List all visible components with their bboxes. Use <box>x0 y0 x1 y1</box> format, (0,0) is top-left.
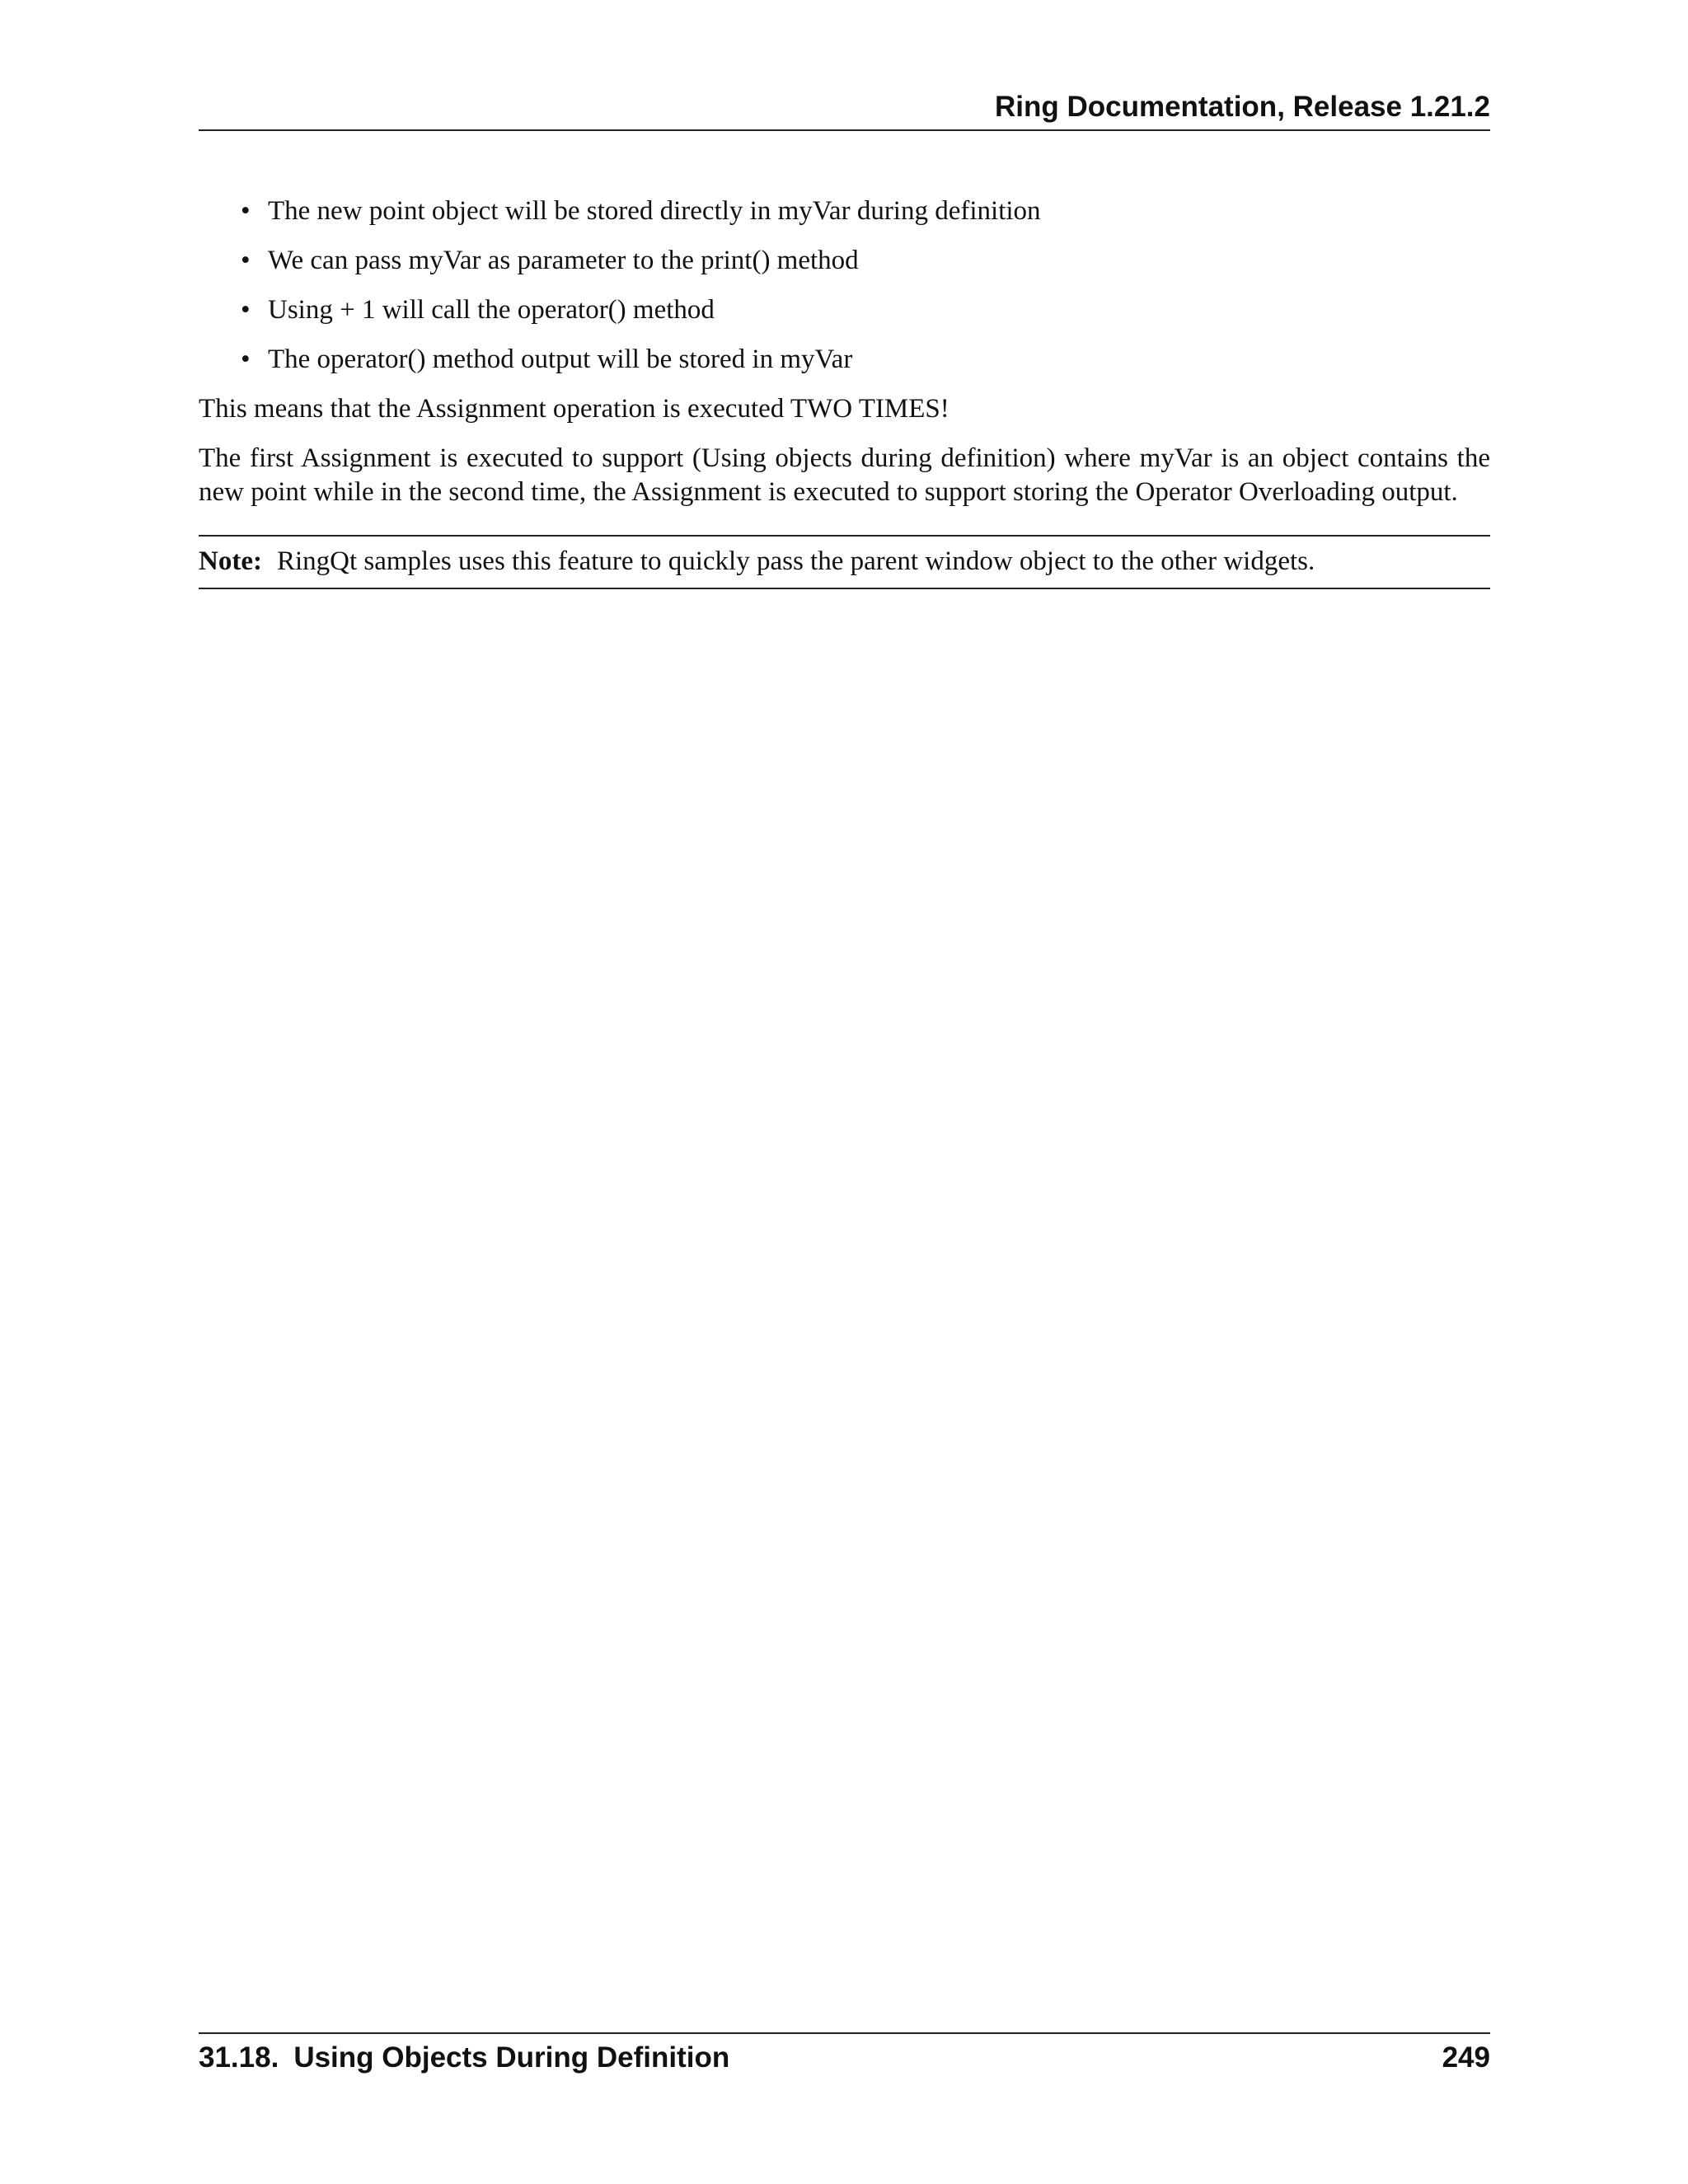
list-item-text: We can pass myVar as parameter to the print() method <box>268 246 859 275</box>
page-body <box>199 194 1490 589</box>
note-label: Note: <box>199 546 262 576</box>
list-item-text: Using + 1 will call the operator() method <box>268 295 715 325</box>
list-item-text: The operator() method output will be stored in myVar <box>268 344 853 374</box>
bullet-icon: • <box>241 246 251 275</box>
footer-section <box>199 2040 729 2076</box>
header-rule <box>199 129 1490 131</box>
list-item-text: The new point object will be stored directly in myVar during definition <box>268 196 1041 226</box>
bullet-icon: • <box>241 295 251 325</box>
footer-section-number: 31.18. <box>199 2041 279 2074</box>
paragraph-assignment-twice: This means that the Assignment operation is executed TWO TIMES! <box>199 394 950 424</box>
note-box <box>199 535 1490 589</box>
bullet-list <box>199 194 1490 377</box>
running-footer <box>199 2040 1490 2076</box>
list-item <box>199 343 1490 377</box>
list-item <box>199 244 1490 278</box>
footer-rule <box>199 2032 1490 2034</box>
page-number: 249 <box>1442 2041 1490 2074</box>
bullet-icon: • <box>241 196 251 226</box>
list-item <box>199 194 1490 228</box>
running-header: Ring Documentation, Release 1.21.2 <box>994 91 1490 123</box>
note-text: RingQt samples uses this feature to quickly pass the parent window object to the other widgets. <box>276 546 1315 576</box>
paragraph-assignment-explanation: The first Assignment is executed to support (Using objects during definition) where myVar is an object contains the new point while in the second time, the Assignment is executed to support storing the Operator Overloading output. <box>199 443 1490 507</box>
footer-section-title: Using Objects During Definition <box>293 2041 730 2074</box>
bullet-icon: • <box>241 344 251 374</box>
list-item <box>199 293 1490 327</box>
